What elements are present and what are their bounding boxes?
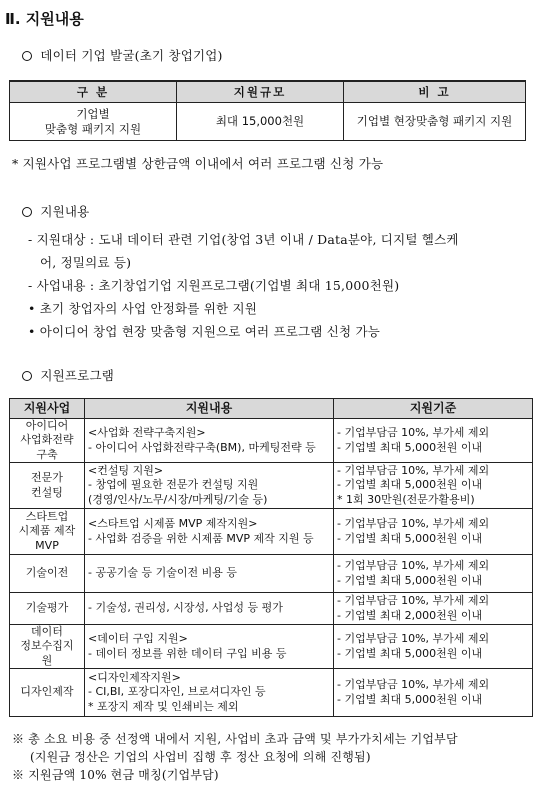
program-criteria-cell [334,593,533,625]
program-content-cell-line: - 공공기술 등 기술이전 비용 등 [88,566,237,580]
target-line: - 지원대상 : 도내 데이터 관련 기업(창업 3년 이내 / Data분야, 디지털 헬스케 [28,232,459,247]
program-criteria-cell-line: - 기업별 최대 5,000천원 이내 [337,531,483,545]
bullet-line-2: • 아이디어 창업 현장 맞춤형 지원으로 여러 프로그램 신청 가능 [28,324,381,339]
table-row [10,593,533,625]
program-name-cell-line: 원 [41,653,53,667]
program-note-1: ※ 총 소요 비용 중 선정액 내에서 지원, 사업비 초과 금액 및 부가가치세는 기업부담 [12,732,458,746]
table-row [10,625,533,669]
program-content-cell-line: <디자인제작지원> [88,671,181,685]
table-header-category: 구 분 [10,81,177,103]
program-criteria-cell-line: - 기업별 최대 5,000천원 이내 [337,440,483,454]
program-name-cell-line: 구축 [36,447,58,461]
table-row [10,463,533,509]
program-name-cell-line: 데이터 [31,625,63,639]
program-content-cell-line: * 포장지 제작 및 인쇄비는 제외 [88,699,239,713]
program-content-cell [85,625,334,669]
section-2-heading-text: 지원내용 [40,204,90,219]
program-name-cell-line: 사업화전략 [20,433,74,447]
section-1-note: * 지원사업 프로그램별 상한금액 이내에서 여러 프로그램 신청 가능 [12,156,384,171]
circle-bullet-icon [22,51,32,61]
program-criteria-cell-line: - 기업별 최대 5,000천원 이내 [337,573,483,587]
program-name-cell [10,509,85,555]
program-criteria-cell-line: - 기업부담금 10%, 부가세 제외 [337,678,490,692]
program-name-cell [10,625,85,669]
program-content-cell-line: <데이터 구입 지원> [88,632,188,646]
table-cell-remarks: 기업별 현장맞춤형 패키지 지원 [344,103,526,141]
program-name-cell-line: 시제품 제작 [18,524,76,538]
table-cell-scale: 최대 15,000천원 [177,103,344,141]
program-content-cell-line: - 창업에 필요한 전문가 컨설팅 지원 [88,478,259,492]
program-content-cell-line: - 기술성, 권리성, 시장성, 사업성 등 평가 [88,601,283,615]
program-content-cell [85,593,334,625]
page-title: Ⅱ. 지원내용 [5,10,84,28]
section-2-heading [22,202,89,220]
program-name-cell [10,555,85,593]
program-criteria-cell [334,555,533,593]
program-content-cell-line: <사업화 전략구축지원> [88,426,206,440]
program-content-cell-line: <컨설팅 지원> [88,464,164,478]
program-content-cell-line: <스타트업 시제품 MVP 제작지원> [88,517,258,531]
category-line-2: 맞춤형 패키지 지원 [44,121,142,136]
category-line-1: 기업별 [76,106,110,121]
program-criteria-cell-line: - 기업별 최대 5,000천원 이내 [337,646,483,660]
program-content-cell-line: - CI,BI, 포장디자인, 브로셔디자인 등 [88,685,266,699]
bullet-line-1: • 초기 창업자의 사업 안정화를 위한 지원 [28,301,258,316]
program-name-cell [10,419,85,463]
program-name-cell [10,669,85,717]
program-content-cell [85,669,334,717]
section-3-heading [22,366,114,384]
program-content-cell-line: - 사업화 검증을 위한 시제품 MVP 제작 지원 등 [88,531,314,545]
program-name-cell-line: MVP [35,538,59,552]
circle-bullet-icon [22,207,32,217]
business-line: - 사업내용 : 초기창업기업 지원프로그램(기업별 최대 15,000천원) [28,278,400,293]
table-row [10,669,533,717]
program-criteria-cell-line: * 1회 30만원(전문가활용비) [337,492,475,506]
program-content-cell [85,463,334,509]
table-row [10,419,533,463]
table-row [10,555,533,593]
program-criteria-cell-line: - 기업부담금 10%, 부가세 제외 [337,426,490,440]
program-content-cell-line: - 아이디어 사업화전략구축(BM), 마케팅전략 등 [88,440,316,454]
program-criteria-cell-line: - 기업부담금 10%, 부가세 제외 [337,517,490,531]
program-name-cell-line: 컨설팅 [31,485,63,499]
program-header-criteria: 지원기준 [334,399,533,419]
program-criteria-cell [334,625,533,669]
table-header-remarks: 비 고 [344,81,526,103]
program-criteria-cell-line: - 기업부담금 10%, 부가세 제외 [337,632,490,646]
program-criteria-cell [334,669,533,717]
program-name-cell-line: 디자인제작 [20,685,74,699]
program-header-name: 지원사업 [10,399,85,419]
program-content-cell [85,419,334,463]
program-name-cell-line: 기술평가 [25,601,69,615]
program-criteria-cell-line: - 기업별 최대 5,000천원 이내 [337,478,483,492]
section-1-heading [22,46,223,64]
section-3-heading-text: 지원프로그램 [40,368,115,383]
program-criteria-cell-line: - 기업부담금 10%, 부가세 제외 [337,464,490,478]
program-content-cell [85,509,334,555]
table-cell-category [10,103,177,141]
program-criteria-cell-line: - 기업부담금 10%, 부가세 제외 [337,594,490,608]
program-name-cell [10,463,85,509]
section-1-heading-text: 데이터 기업 발굴(초기 창업기업) [40,48,223,63]
program-table [9,398,533,717]
program-criteria-cell [334,463,533,509]
program-criteria-cell [334,509,533,555]
program-criteria-cell-line: - 기업별 최대 5,000천원 이내 [337,692,483,706]
funding-scale-table [9,80,526,141]
program-criteria-cell-line: - 기업별 최대 2,000천원 이내 [337,608,483,622]
program-name-cell-line: 스타트업 [25,510,69,524]
program-criteria-cell-line: - 기업부담금 10%, 부가세 제외 [337,559,490,573]
program-name-cell-line: 정보수집지 [20,639,74,653]
program-note-2: ※ 지원금액 10% 현금 매칭(기업부담) [12,768,219,782]
program-content-cell-line: - 데이터 정보를 위한 데이터 구입 비용 등 [88,646,287,660]
table-header-scale: 지원규모 [177,81,344,103]
target-line-cont: 어, 정밀의료 등) [40,255,132,270]
program-name-cell-line: 전문가 [31,471,63,485]
table-row [10,509,533,555]
program-note-1-cont: (지원금 정산은 기업의 사업비 집행 후 정산 요청에 의해 진행됨) [30,750,371,764]
program-name-cell-line: 아이디어 [25,419,69,433]
program-criteria-cell [334,419,533,463]
program-name-cell-line: 기술이전 [25,566,69,580]
program-header-content: 지원내용 [85,399,334,419]
program-content-cell-line: (경영/인사/노무/시장/마케팅/기술 등) [88,492,268,506]
program-content-cell [85,555,334,593]
program-name-cell [10,593,85,625]
circle-bullet-icon [22,371,32,381]
